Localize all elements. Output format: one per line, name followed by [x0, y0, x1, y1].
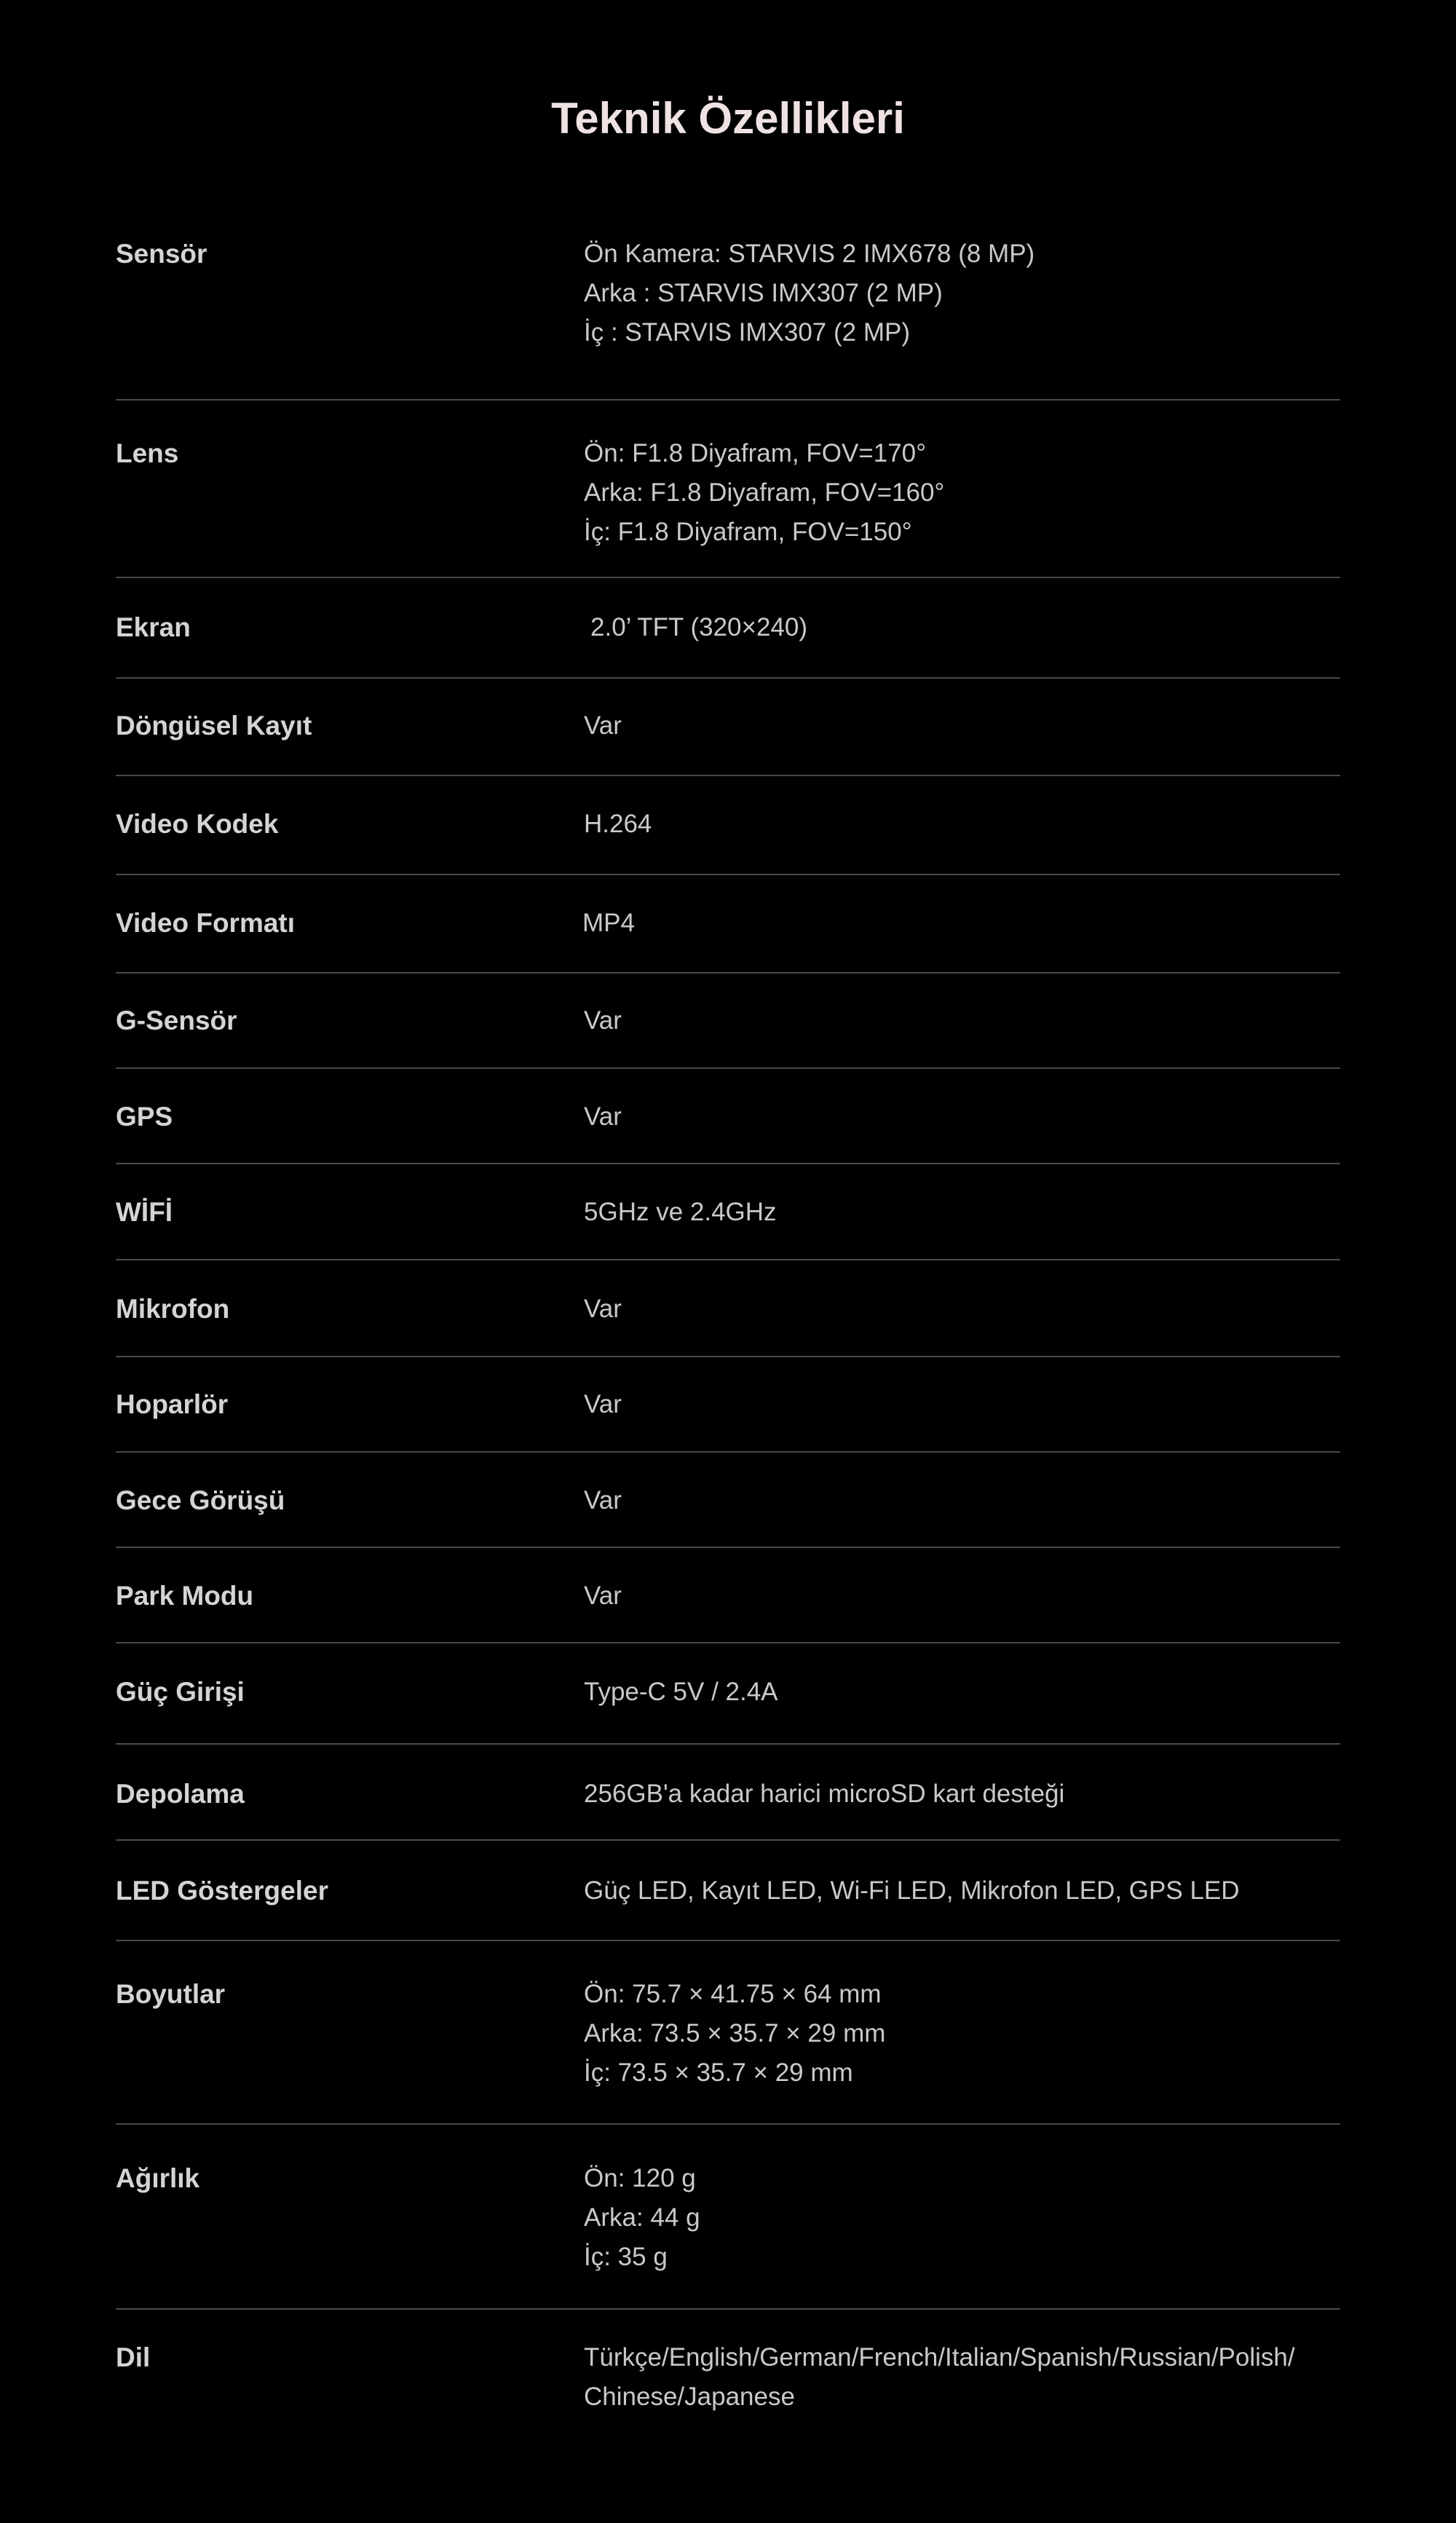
spec-value: Var — [584, 711, 622, 740]
spec-label: Park Modu — [116, 1581, 254, 1611]
row-divider — [116, 399, 1340, 400]
row-divider — [116, 1356, 1340, 1357]
row-divider — [116, 972, 1340, 974]
spec-label: Sensör — [116, 239, 207, 269]
row-divider — [116, 874, 1340, 875]
spec-value: Chinese/Japanese — [584, 2382, 795, 2411]
row-divider — [116, 1451, 1340, 1453]
spec-label: Gece Görüşü — [116, 1485, 285, 1515]
row-divider — [116, 1547, 1340, 1548]
spec-label: Video Formatı — [116, 908, 296, 938]
row-divider — [116, 775, 1340, 776]
spec-label: Lens — [116, 438, 179, 468]
spec-value: Var — [584, 1295, 622, 1323]
spec-value: Var — [584, 1390, 622, 1418]
spec-label: Video Kodek — [116, 809, 279, 839]
spec-label: Mikrofon — [116, 1294, 230, 1324]
spec-value: Var — [584, 1102, 622, 1131]
spec-value: Güç LED, Kayıt LED, Wi-Fi LED, Mikrofon LED, GPS LED — [584, 1876, 1240, 1905]
spec-value: Arka: 44 g — [584, 2203, 700, 2232]
row-divider — [116, 2123, 1340, 2125]
spec-value: Arka: 73.5 × 35.7 × 29 mm — [584, 2019, 886, 2048]
spec-value: H.264 — [584, 810, 652, 838]
spec-value: MP4 — [582, 909, 635, 937]
spec-value: Arka: F1.8 Diyafram, FOV=160° — [584, 478, 945, 507]
row-divider — [116, 577, 1340, 578]
row-divider — [116, 2308, 1340, 2310]
spec-value: Türkçe/English/German/French/Italian/Spanish/Russian/Polish/ — [584, 2343, 1295, 2372]
spec-value: Var — [584, 1582, 622, 1610]
spec-label: Boyutlar — [116, 1979, 226, 2009]
row-divider — [116, 1259, 1340, 1260]
spec-label: LED Göstergeler — [116, 1876, 328, 1906]
spec-label: Dil — [116, 2342, 151, 2372]
spec-value: Arka : STARVIS IMX307 (2 MP) — [584, 279, 943, 307]
spec-value: Var — [584, 1006, 622, 1035]
row-divider — [116, 1839, 1340, 1841]
spec-label: Güç Girişi — [116, 1677, 245, 1707]
spec-value: Type-C 5V / 2.4A — [584, 1678, 778, 1706]
spec-value: Ön: 75.7 × 41.75 × 64 mm — [584, 1980, 882, 2008]
spec-label: Depolama — [116, 1779, 245, 1809]
row-divider — [116, 1642, 1340, 1643]
spec-value: İç: 73.5 × 35.7 × 29 mm — [584, 2058, 853, 2087]
spec-value: Var — [584, 1486, 622, 1515]
spec-value: 5GHz ve 2.4GHz — [584, 1198, 777, 1226]
spec-value: İç : STARVIS IMX307 (2 MP) — [584, 318, 910, 347]
spec-label: Döngüsel Kayıt — [116, 711, 312, 741]
row-divider — [116, 677, 1340, 679]
page-title: Teknik Özellikleri — [551, 94, 905, 143]
row-divider — [116, 1940, 1340, 1941]
spec-value: 256GB'a kadar harici microSD kart desteği — [584, 1780, 1065, 1808]
spec-value: Ön: 120 g — [584, 2164, 696, 2192]
spec-value: Ön Kamera: STARVIS 2 IMX678 (8 MP) — [584, 240, 1035, 268]
row-divider — [116, 1067, 1340, 1069]
spec-value: Ön: F1.8 Diyafram, FOV=170° — [584, 439, 927, 467]
spec-value: İç: F1.8 Diyafram, FOV=150° — [584, 518, 912, 546]
spec-value: 2.0’ TFT (320×240) — [590, 613, 807, 641]
spec-label: Ekran — [116, 612, 191, 642]
spec-label: Ağırlık — [116, 2163, 200, 2193]
row-divider — [116, 1163, 1340, 1164]
spec-label: Hoparlör — [116, 1389, 229, 1419]
spec-label: GPS — [116, 1102, 173, 1132]
row-divider — [116, 1743, 1340, 1745]
spec-label: WİFİ — [116, 1197, 173, 1227]
spec-label: G-Sensör — [116, 1006, 237, 1035]
spec-value: İç: 35 g — [584, 2243, 668, 2271]
